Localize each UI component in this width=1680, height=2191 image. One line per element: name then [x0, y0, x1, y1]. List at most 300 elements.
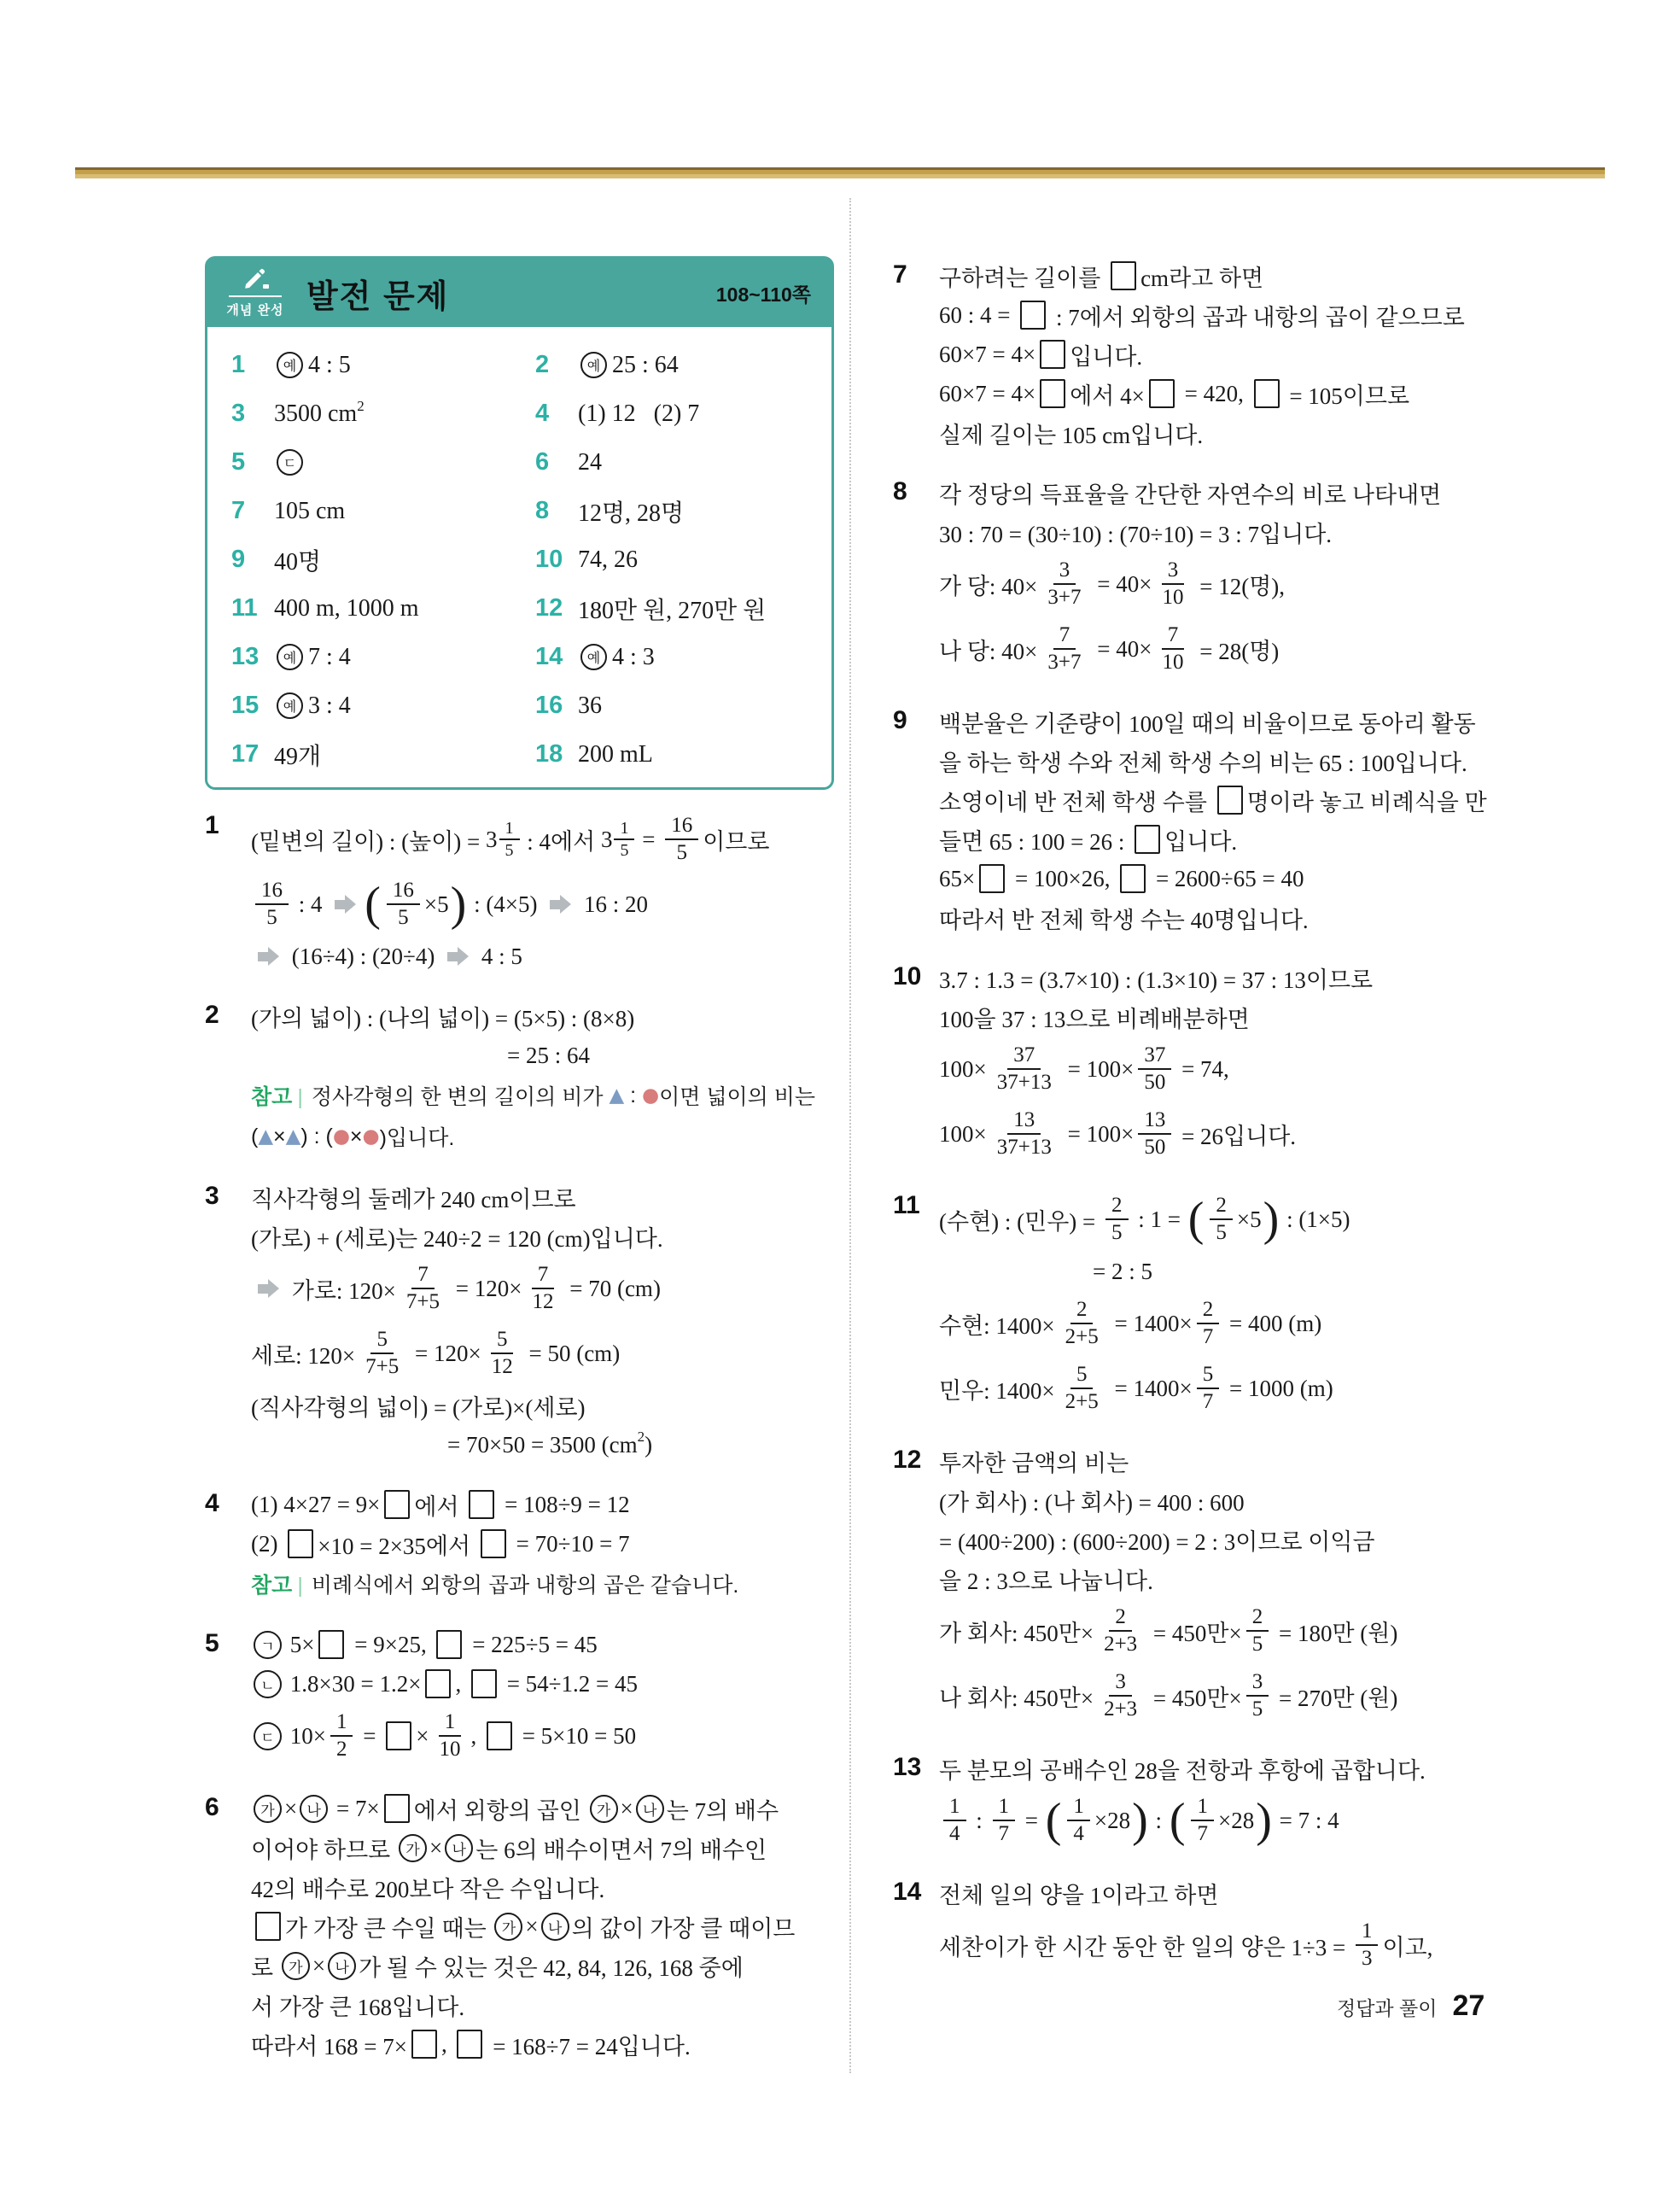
circled-char: 가: [494, 1913, 522, 1941]
arrow-right-icon: [258, 947, 279, 966]
reference-label: 참고: [251, 1085, 293, 1109]
text-run: 민우: 1400×: [939, 1377, 1055, 1404]
text-run: = 5×10 = 50: [516, 1722, 637, 1749]
text-run: 24: [578, 448, 602, 476]
answer-value: [578, 546, 638, 574]
fraction: [1067, 1795, 1090, 1846]
fraction-denominator: 7: [998, 1822, 1010, 1845]
text-run: 65×: [939, 865, 976, 891]
text-run: (1) 12 (2) 7: [578, 400, 700, 427]
big-paren-open: (: [1169, 1794, 1186, 1847]
text-run: (가의 넓이) : (나의 넓이) = (5×5) : (8×8): [251, 1005, 635, 1031]
solution-number: 7: [893, 260, 907, 289]
text-run: ×: [620, 1795, 633, 1821]
concept-complete-badge: [218, 267, 293, 318]
answer-number: 4: [535, 400, 550, 427]
solution-line: [251, 996, 838, 1036]
answer-value: [274, 644, 351, 671]
page-footer: [1337, 1989, 1485, 2023]
blank-box: [1020, 301, 1046, 330]
solution-body: [939, 958, 1531, 1166]
answer-number: 2: [535, 351, 550, 378]
circled-char: ㄴ: [254, 1670, 282, 1698]
blank-box: [1217, 786, 1243, 815]
solution-line: [251, 1036, 838, 1075]
answer-number: 9: [231, 546, 246, 573]
fraction: [665, 814, 698, 865]
arrow-head: [268, 1279, 279, 1298]
text-run: 400 m, 1000 m: [274, 594, 419, 622]
text-run: 105 cm: [274, 497, 346, 524]
solution-line: [939, 1873, 1531, 1913]
fraction: [1156, 558, 1189, 610]
answer-item: [535, 389, 814, 438]
arrow-right-icon: [550, 895, 571, 914]
answer-item: [231, 633, 515, 681]
superscript: 2: [357, 397, 365, 414]
fraction-numerator: 1: [1067, 1795, 1090, 1821]
fraction-denominator: 7: [1197, 1822, 1208, 1845]
fraction-denominator: 37+13: [996, 1071, 1052, 1094]
answer-item: [535, 341, 814, 389]
blank-box: [411, 2030, 437, 2059]
solution-number: 4: [205, 1489, 219, 1517]
blank-box: [1040, 340, 1065, 369]
solution: [893, 702, 1531, 938]
fraction: [1356, 1919, 1379, 1971]
solution-body: [939, 256, 1531, 453]
arrow-right-icon: [335, 895, 356, 914]
fraction: [486, 1328, 519, 1379]
fraction: [991, 1108, 1058, 1160]
text-run: 들면 65 : 100 = 26 :: [939, 828, 1131, 855]
text-run: 3 : 4: [308, 692, 351, 719]
solution-line: [251, 1867, 838, 1907]
fraction-numerator: 1: [1191, 1795, 1214, 1821]
text-run: 투자한 금액의 비는: [939, 1450, 1129, 1476]
circled-char: 가: [282, 1952, 310, 1980]
text-run: = 450만×: [1147, 1620, 1242, 1646]
blank-box: [288, 1529, 313, 1558]
text-run: 16 : 20: [578, 891, 649, 917]
text-run: 4 : 5: [475, 943, 522, 969]
text-run: = 120×: [450, 1275, 522, 1301]
text-run: ×: [349, 1124, 363, 1148]
fraction-numerator: 5: [1070, 1363, 1094, 1389]
fraction-denominator: 10: [1162, 586, 1184, 609]
answer-number: 1: [231, 351, 246, 378]
text-run: = 54÷1.2 = 45: [500, 1670, 638, 1697]
answer-number: 10: [535, 546, 563, 573]
answer-item: [535, 438, 814, 487]
fraction: [943, 1795, 966, 1846]
solution-line: [939, 820, 1531, 859]
solution: [893, 473, 1531, 681]
fraction-numerator: 3: [1246, 1670, 1269, 1697]
fraction-numerator: 16: [665, 814, 698, 840]
text-run: = 108÷9 = 12: [499, 1491, 630, 1517]
text-run: =: [636, 826, 662, 852]
answer-value: [274, 352, 351, 379]
fraction-denominator: 5: [266, 906, 277, 929]
circled-char: 가: [590, 1795, 618, 1823]
blank-box: [318, 1630, 344, 1659]
whole-number: 3: [486, 826, 498, 852]
text-run: 49개: [274, 743, 322, 770]
text-run: (수현) : (민우) =: [939, 1208, 1102, 1235]
fraction-numerator: 16: [387, 879, 420, 905]
text-run: 이므로: [703, 828, 770, 855]
solution-line: [939, 1559, 1531, 1598]
solution: [893, 1187, 1531, 1421]
answer-value: [274, 692, 351, 720]
text-run: 100×: [939, 1120, 987, 1147]
answer-number: 11: [231, 594, 258, 622]
solution-body: [939, 1873, 1531, 1978]
solutions-right-column: [893, 256, 1531, 1998]
text-run: ×: [416, 1722, 429, 1749]
solution-line: [251, 1907, 838, 1946]
text-run: 비례식에서 외항의 곱과 내항의 곱은 같습니다.: [311, 1574, 739, 1598]
fraction-denominator: 2: [335, 1738, 347, 1761]
solution-number: 14: [893, 1878, 922, 1906]
fraction-denominator: 10: [439, 1738, 461, 1761]
solution-line: [251, 1946, 838, 1985]
text-run: ×: [273, 1124, 286, 1148]
text-run: = 2 : 5: [1093, 1258, 1152, 1284]
big-paren-open: (: [365, 878, 381, 931]
fraction: [614, 819, 634, 861]
answer-number: 12: [535, 594, 563, 622]
text-run: = 420,: [1178, 380, 1250, 406]
fraction: [433, 1710, 466, 1762]
text-run: ,: [470, 1722, 482, 1749]
fraction: [359, 1328, 405, 1379]
solution-number: 10: [893, 962, 922, 990]
text-run: 7 : 4: [308, 643, 351, 670]
text-run: 따라서 168 = 7×: [251, 2033, 407, 2060]
solution-line: [251, 807, 838, 872]
arrow-bar: [335, 900, 345, 909]
answer-value: [274, 449, 308, 476]
fraction-denominator: 2+3: [1104, 1633, 1138, 1656]
circled-char: 가: [399, 1834, 427, 1862]
text-run: = 450만×: [1147, 1685, 1242, 1711]
fraction-denominator: 3+7: [1047, 651, 1082, 674]
answer-value: [578, 592, 766, 626]
answer-value: [274, 498, 345, 525]
circle-icon: ●: [362, 1125, 380, 1148]
blank-box: [436, 1630, 462, 1659]
circled-char: 나: [328, 1952, 356, 1980]
solution-line: [939, 1913, 1531, 1978]
text-run: = 180만 (원): [1273, 1620, 1398, 1646]
answer-item: [535, 535, 814, 584]
fraction: [1098, 1670, 1143, 1721]
text-run: 가로: 120×: [286, 1277, 396, 1304]
text-run: ) : (: [300, 1124, 333, 1148]
fraction-numerator: 37: [1007, 1043, 1041, 1070]
fraction: [1246, 1670, 1269, 1721]
answer-value: [578, 449, 602, 476]
text-run: (16÷4) : (20÷4): [286, 943, 441, 969]
text-run: 가 회사: 450만×: [939, 1620, 1094, 1646]
solution: [205, 807, 838, 976]
answer-box-page-range: 108~110쪽: [715, 283, 811, 306]
fraction-numerator: 7: [1053, 623, 1076, 650]
circled-char: 나: [636, 1795, 664, 1823]
blank-box: [1135, 825, 1160, 854]
footer-page-number: 27: [1452, 1989, 1485, 2022]
answer-number: 17: [231, 740, 260, 768]
answer-item: [231, 438, 515, 487]
fraction: [1246, 1605, 1269, 1656]
superscript: 2: [637, 1429, 645, 1445]
fraction-denominator: 5: [398, 906, 409, 929]
text-run: (1) 4×27 = 9×: [251, 1491, 381, 1517]
text-run: = 40×: [1091, 570, 1152, 597]
text-run: 서 가장 큰 168입니다.: [251, 1994, 465, 2020]
answer-value: [274, 738, 321, 772]
answer-item: [231, 535, 515, 584]
text-run: = 1400×: [1108, 1375, 1193, 1401]
circled-char: 예: [277, 644, 303, 670]
fraction-numerator: 13: [1138, 1108, 1171, 1135]
answer-item: [535, 584, 814, 633]
fraction: [1059, 1363, 1105, 1414]
solution-number: 1: [205, 811, 219, 839]
fraction-numerator: 1: [439, 1710, 462, 1737]
solution-line: [251, 937, 838, 976]
text-run: 을 하는 학생 수와 전체 학생 수의 비는 65 : 100입니다.: [939, 750, 1467, 776]
text-run: 가 될 수 있는 것은 42, 84, 126, 168 중에: [359, 1954, 744, 1981]
badge-underline: [229, 295, 282, 297]
blank-box: [487, 1721, 512, 1750]
fraction: [255, 879, 289, 930]
text-run: : 1 =: [1132, 1206, 1187, 1232]
circled-char: 예: [580, 352, 607, 378]
text-run: = 9×25,: [348, 1631, 433, 1657]
fraction-numerator: 37: [1138, 1043, 1171, 1070]
answer-item: [231, 341, 515, 389]
circled-char: 가: [254, 1795, 282, 1823]
mixed-number: [601, 819, 637, 861]
text-run: 가 당: 40×: [939, 573, 1038, 599]
text-run: = 270만 (원): [1273, 1685, 1398, 1711]
big-paren-close: ): [1132, 1794, 1148, 1847]
fraction-numerator: 7: [1162, 623, 1185, 650]
answer-number: 7: [231, 497, 246, 524]
text-run: = 70×50 = 3500 (cm: [447, 1431, 638, 1458]
text-run: 직사각형의 둘레가 240 cm이므로: [251, 1186, 576, 1212]
solution-line: [939, 741, 1531, 780]
fraction-denominator: 12: [491, 1355, 513, 1378]
big-paren-close: ): [1263, 1193, 1280, 1246]
big-paren-open: (: [1187, 1193, 1205, 1246]
fraction-denominator: 7+5: [365, 1355, 400, 1378]
fraction: [499, 819, 520, 861]
arrow-bar: [258, 952, 268, 961]
big-paren-open: (: [1045, 1794, 1062, 1847]
text-run: :: [970, 1807, 989, 1833]
fraction-numerator: 1: [614, 819, 634, 840]
answer-number: 6: [535, 448, 550, 476]
solution-number: 13: [893, 1753, 922, 1781]
text-run: = 225÷5 = 45: [466, 1631, 598, 1657]
text-run: : 4에서: [521, 828, 601, 855]
text-run: = 50 (cm): [522, 1340, 621, 1366]
reference-label: 참고: [251, 1574, 293, 1598]
fraction: [1191, 1795, 1214, 1846]
answer-item: [231, 730, 515, 779]
arrow-head: [560, 895, 571, 914]
fraction: [1041, 558, 1087, 610]
blank-box: [255, 1912, 281, 1941]
arrow-right-icon: [258, 1279, 279, 1298]
fraction: [991, 1043, 1058, 1095]
solution: [205, 996, 838, 1157]
text-run: = 70 (cm): [563, 1275, 661, 1301]
blank-box: [425, 1669, 451, 1698]
answer-value: [578, 692, 602, 720]
text-run: ×: [284, 1795, 298, 1821]
solution-line: [939, 1481, 1531, 1520]
circled-char: ㄷ: [277, 449, 303, 476]
blank-box: [1111, 261, 1136, 290]
triangle-icon: ▲: [609, 1084, 625, 1107]
text-run: =: [1019, 1807, 1044, 1833]
fraction-denominator: 3+7: [1047, 586, 1082, 609]
solution-line: [939, 473, 1531, 512]
answer-item: [535, 633, 814, 681]
answer-number: 13: [231, 643, 260, 670]
fraction: [993, 1795, 1016, 1846]
text-run: ,: [440, 2030, 453, 2057]
answer-item: [231, 487, 515, 535]
circle-icon: ●: [332, 1125, 350, 1148]
fraction-numerator: 1: [1356, 1919, 1379, 1946]
fraction-numerator: 2: [1210, 1194, 1233, 1220]
fraction-denominator: 50: [1144, 1071, 1166, 1094]
text-run: 이어야 하므로: [251, 1837, 396, 1863]
circled-char: ㄱ: [254, 1631, 282, 1659]
fraction-numerator: 1: [993, 1795, 1016, 1821]
fraction-denominator: 5: [676, 841, 687, 864]
answer-item: [231, 681, 515, 730]
text-run: 따라서 반 전체 학생 수는 40명입니다.: [939, 907, 1309, 933]
fraction-numerator: 1: [330, 1710, 353, 1737]
text-run: 입니다.: [1164, 828, 1238, 855]
fraction-numerator: 5: [1197, 1363, 1220, 1389]
arrow-bar: [550, 900, 560, 909]
solution-line: [939, 1187, 1531, 1252]
solution-line: [939, 1663, 1531, 1728]
solution: [893, 1873, 1531, 1978]
solution-line: [939, 374, 1531, 413]
solution-number: 11: [893, 1191, 920, 1219]
text-run: : 7에서 외항의 곱과 내항의 곱이 같으므로: [1050, 304, 1465, 330]
answer-number: 14: [535, 643, 563, 670]
text-run: 에서: [414, 1493, 465, 1520]
answer-number: 5: [231, 448, 246, 476]
fraction-denominator: 5: [1216, 1221, 1227, 1244]
text-run: = 100×: [1061, 1120, 1135, 1147]
answer-box-header: [207, 259, 831, 327]
answers-grid: [207, 327, 831, 787]
answer-value: [578, 741, 653, 768]
answer-number: 15: [231, 692, 260, 719]
text-run: 을 2 : 3으로 나눕니다.: [939, 1568, 1153, 1594]
fraction: [1105, 1194, 1129, 1245]
solution-line: [251, 1116, 838, 1157]
circle-icon: ●: [642, 1084, 660, 1107]
text-run: )입니다.: [379, 1126, 455, 1150]
fraction-denominator: 2+5: [1065, 1325, 1099, 1348]
circled-char: 예: [277, 692, 303, 719]
solution-line: [251, 1075, 838, 1116]
text-run: 36: [578, 692, 602, 719]
solution-body: [251, 996, 838, 1157]
fraction-numerator: 2: [1070, 1298, 1094, 1324]
blank-box: [1149, 379, 1175, 408]
text-run: 는 7의 배수: [666, 1797, 779, 1824]
text-run: = 105이므로: [1283, 383, 1410, 409]
text-run: 60×7 = 4×: [939, 341, 1036, 367]
solution-number: 8: [893, 477, 907, 505]
answer-number: 16: [535, 692, 563, 719]
fraction: [1156, 623, 1189, 675]
solution: [893, 256, 1531, 453]
blank-box: [457, 2030, 482, 2059]
solution-line: [939, 702, 1531, 741]
fraction-denominator: 5: [620, 841, 629, 860]
text-run: (밑변의 길이) : (높이) =: [251, 828, 487, 855]
top-gold-rule: [75, 167, 1605, 178]
text-run: = 70÷10 = 7: [510, 1530, 630, 1557]
solution-body: [939, 702, 1531, 938]
solution-line: [251, 1425, 838, 1464]
solution-body: [251, 1625, 838, 1768]
solution-line: [251, 872, 838, 937]
solution-line: [939, 997, 1531, 1037]
text-run: 나 당: 40×: [939, 638, 1038, 664]
mixed-number: [486, 819, 522, 861]
text-run: 가 가장 큰 수일 때는: [285, 1915, 493, 1942]
solutions-left-column: [205, 807, 838, 2084]
fraction-denominator: 2+3: [1104, 1697, 1138, 1721]
solution-line: [939, 552, 1531, 616]
text-run: 정사각형의 한 변의 길이의 비가: [311, 1085, 610, 1109]
solution-number: 6: [205, 1793, 219, 1821]
text-run: 40명: [274, 548, 322, 576]
text-run: ): [645, 1431, 653, 1458]
text-run: (2): [251, 1530, 284, 1557]
text-run: ×5: [1236, 1206, 1262, 1232]
solution-line: [939, 1598, 1531, 1663]
blank-box: [481, 1529, 506, 1558]
fraction-numerator: 16: [255, 879, 289, 905]
arrow-head: [345, 895, 356, 914]
blank-box: [386, 1721, 411, 1750]
answer-value: [274, 595, 419, 622]
solution-body: [939, 473, 1531, 681]
arrow-right-icon: [447, 947, 469, 966]
text-run: =: [357, 1722, 382, 1749]
text-run: 백분율은 기준량이 100일 때의 비율이므로 동아리 활동: [939, 710, 1476, 737]
text-run: = 26입니다.: [1175, 1123, 1297, 1149]
solution-line: [939, 413, 1531, 453]
solution: [893, 1749, 1531, 1853]
